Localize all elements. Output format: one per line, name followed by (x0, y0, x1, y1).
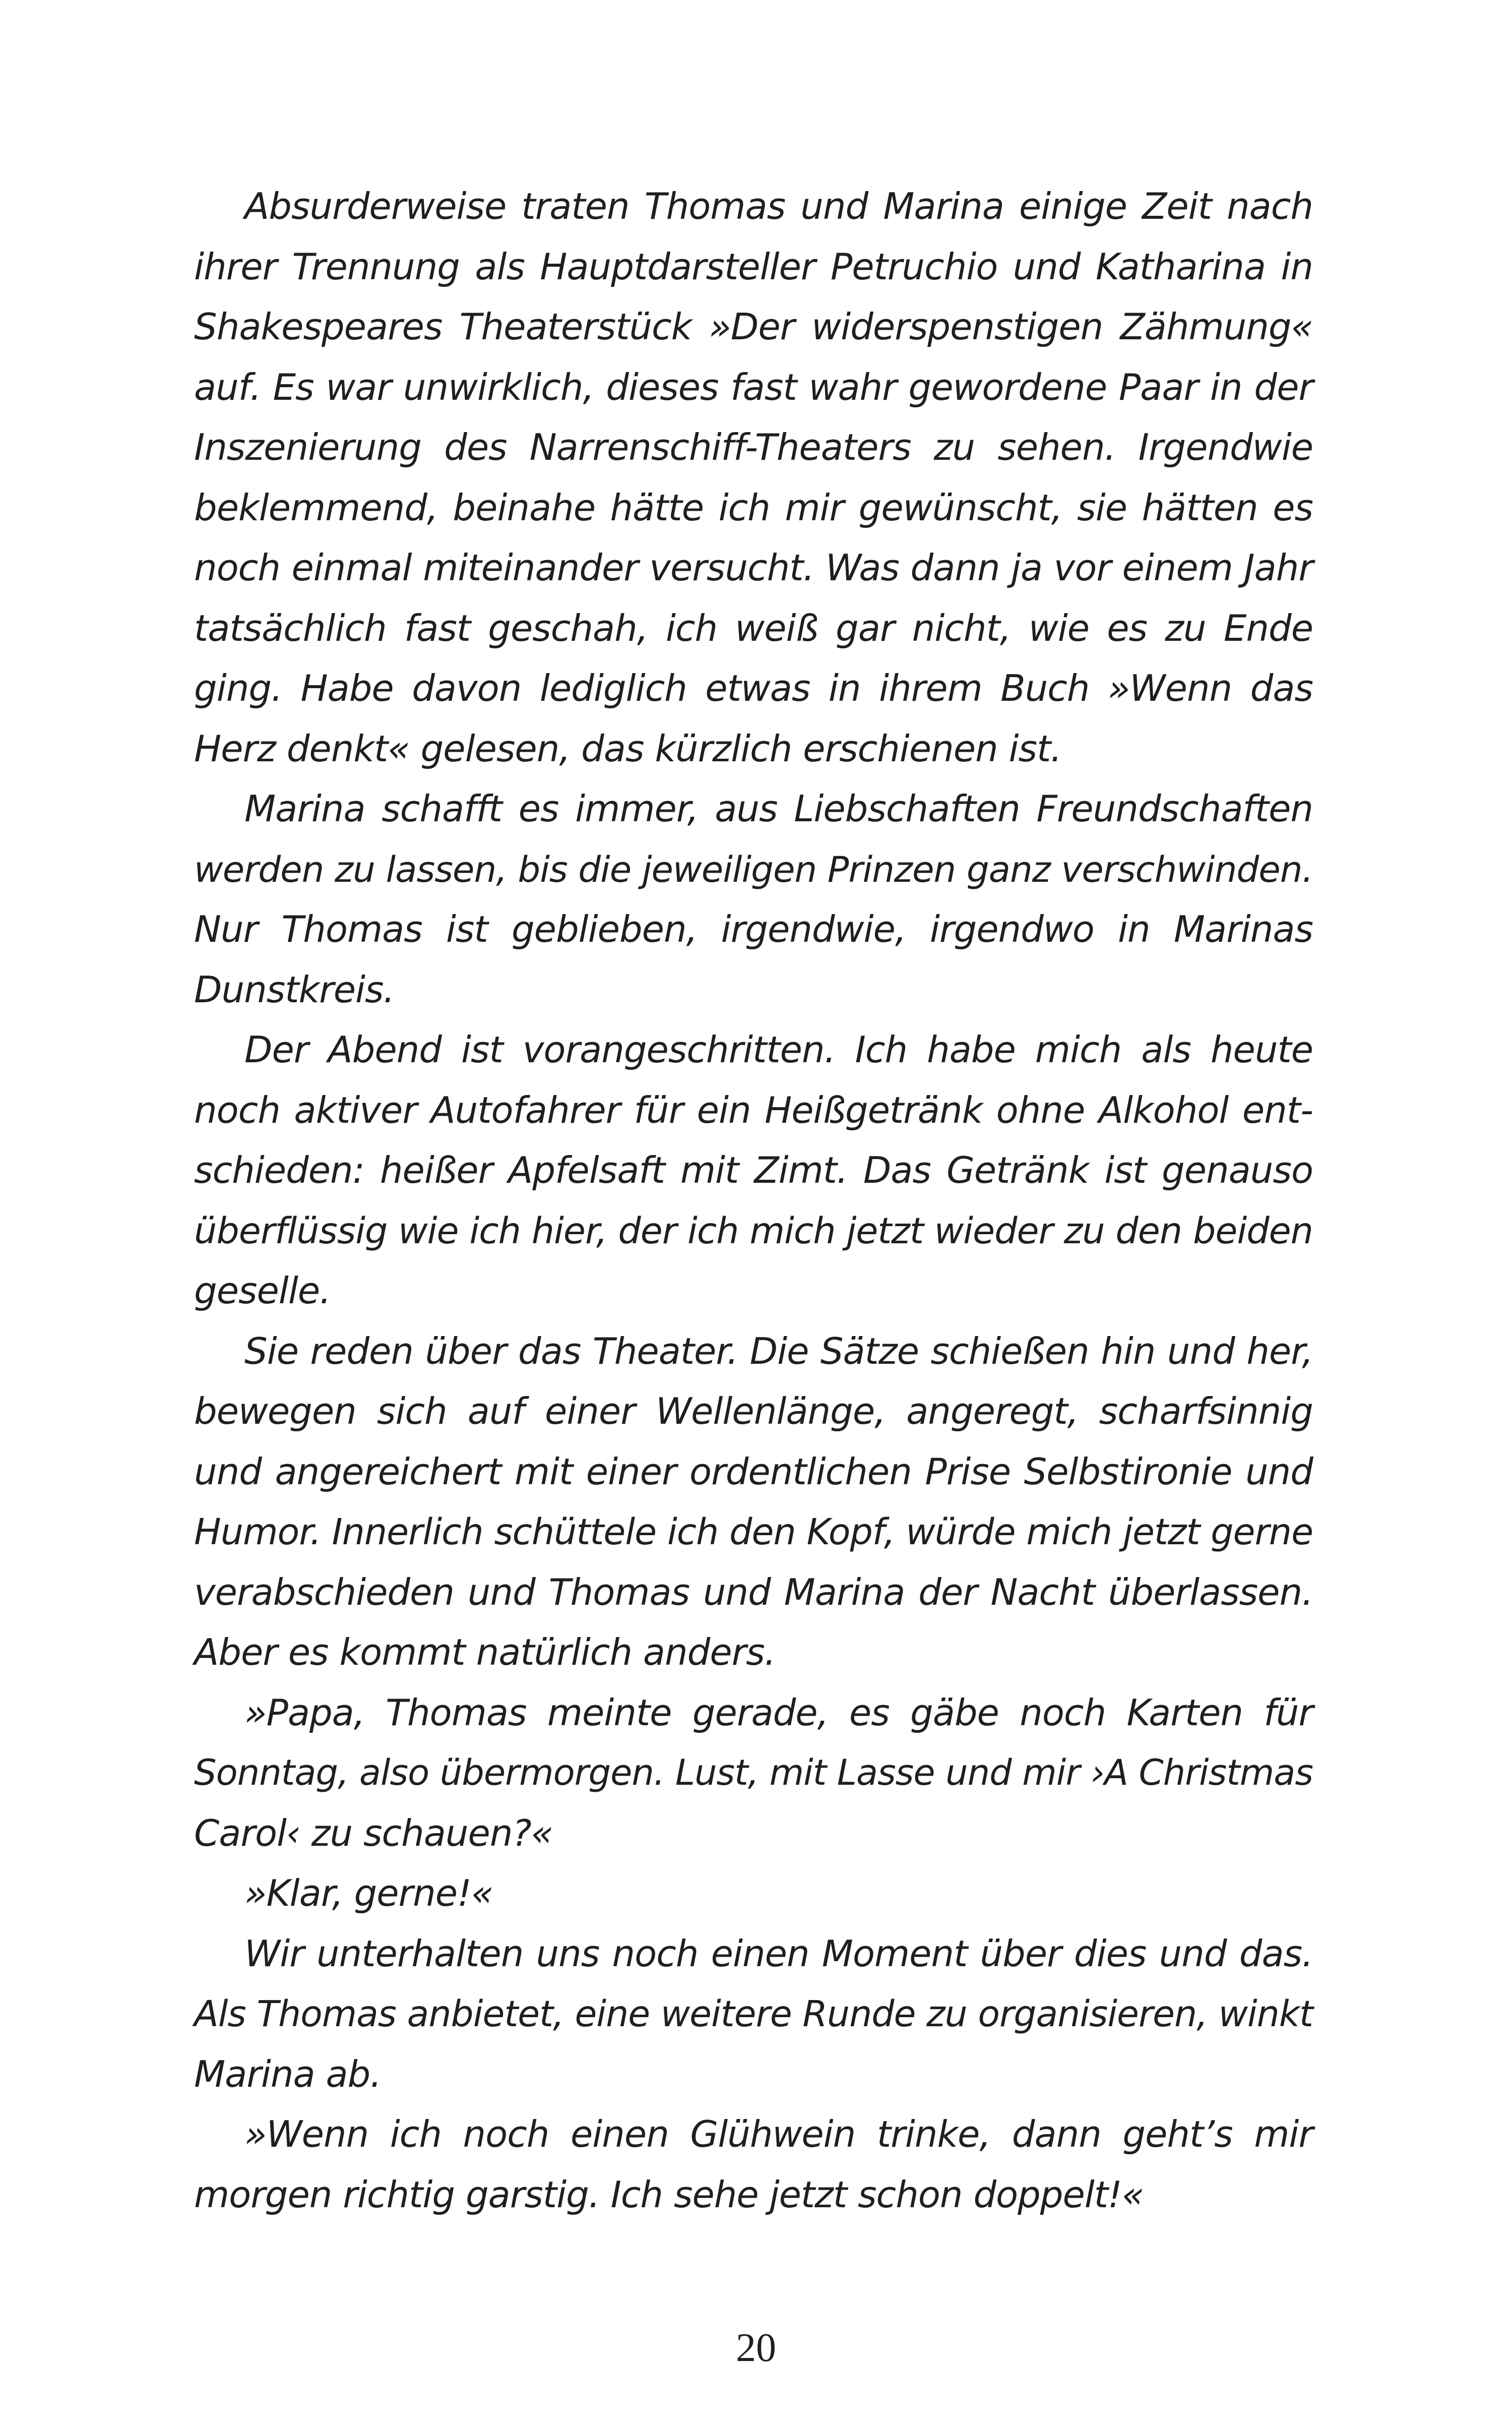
text-line: Aber es kommt natürlich anders. (194, 1631, 776, 1673)
text-line: Humor. Innerlich schüttele ich den Kopf, würde mich jetzt gerne (194, 1511, 1313, 1553)
text-line: ihrer Trennung als Hauptdarsteller Petruchio und Katharina in (194, 245, 1313, 288)
paragraph (194, 1683, 1313, 1864)
text-line: Wir unterhalten uns noch einen Moment über dies und das. (244, 1932, 1313, 1975)
text-line: »Papa, Thomas meinte gerade, es gäbe noch Karten für (244, 1691, 1313, 1734)
text-line: Sie reden über das Theater. Die Sätze schießen hin und her, (244, 1329, 1313, 1372)
text-line: verabschieden und Thomas und Marina der Nacht überlassen. (194, 1570, 1313, 1613)
text-line: Marina schafft es immer, aus Liebschaften Freundschaften (244, 788, 1313, 830)
text-line: »Wenn ich noch einen Glühwein trinke, dann geht’s mir (244, 2113, 1313, 2155)
text-line: noch einmal miteinander versucht. Was dann ja vor einem Jahr (194, 547, 1313, 589)
paragraph (194, 779, 1313, 1020)
paragraph (194, 176, 1313, 779)
text-line: werden zu lassen, bis die jeweiligen Prinzen ganz verschwinden. (194, 848, 1313, 890)
text-line: Carol‹ zu schauen?« (194, 1811, 553, 1854)
text-line: Absurderweise traten Thomas und Marina einige Zeit nach (244, 185, 1313, 227)
page-number: 20 (736, 2326, 776, 2370)
text-line: Shakespeares Theaterstück »Der widerspenstigen Zähmung« (194, 306, 1313, 348)
text-line: ging. Habe davon lediglich etwas in ihrem Buch »Wenn das (194, 667, 1313, 709)
text-line: schieden: heißer Apfelsaft mit Zimt. Das Getränk ist genauso (194, 1149, 1313, 1191)
paragraph (194, 1321, 1313, 1683)
text-line: Inszenierung des Narrenschiff-Theaters zu sehen. Irgendwie (194, 426, 1313, 468)
text-line: und angereichert mit einer ordentlichen Prise Selbstironie und (194, 1450, 1313, 1493)
text-line: Der Abend ist vorangeschritten. Ich habe mich als heute (244, 1028, 1313, 1071)
text-line: Marina ab. (194, 2052, 382, 2095)
paragraph (194, 1924, 1313, 2105)
text-line: bewegen sich auf einer Wellenlänge, angeregt, scharfsinnig (194, 1390, 1313, 1432)
text-line: Nur Thomas ist geblieben, irgendwie, irgendwo in Marinas (194, 908, 1313, 950)
text-line: Als Thomas anbietet, eine weitere Runde zu organisieren, winkt (194, 1993, 1313, 2035)
body-text (194, 176, 1313, 2225)
text-line: morgen richtig garstig. Ich sehe jetzt schon doppelt!« (194, 2173, 1144, 2216)
text-line: auf. Es war unwirklich, dieses fast wahr gewordene Paar in der (194, 366, 1313, 408)
text-line: überflüssig wie ich hier, der ich mich jetzt wieder zu den beiden (194, 1209, 1313, 1252)
text-line: noch aktiver Autofahrer für ein Heißgetränk ohne Alkohol ent- (194, 1088, 1313, 1131)
text-line: Dunstkreis. (194, 968, 395, 1011)
text-line: geselle. (194, 1269, 331, 1312)
paragraph (194, 2104, 1313, 2225)
text-line: »Klar, gerne!« (244, 1872, 493, 1914)
text-line: beklemmend, beinahe hätte ich mir gewünscht, sie hätten es (194, 486, 1313, 529)
paragraph (194, 1020, 1313, 1321)
text-line: Sonntag, also übermorgen. Lust, mit Lasse und mir ›A Christmas (194, 1752, 1313, 1793)
paragraph (194, 1863, 1313, 1924)
text-line: Herz denkt« gelesen, das kürzlich erschienen ist. (194, 727, 1062, 770)
text-line: tatsächlich fast geschah, ich weiß gar nicht, wie es zu Ende (194, 607, 1313, 649)
